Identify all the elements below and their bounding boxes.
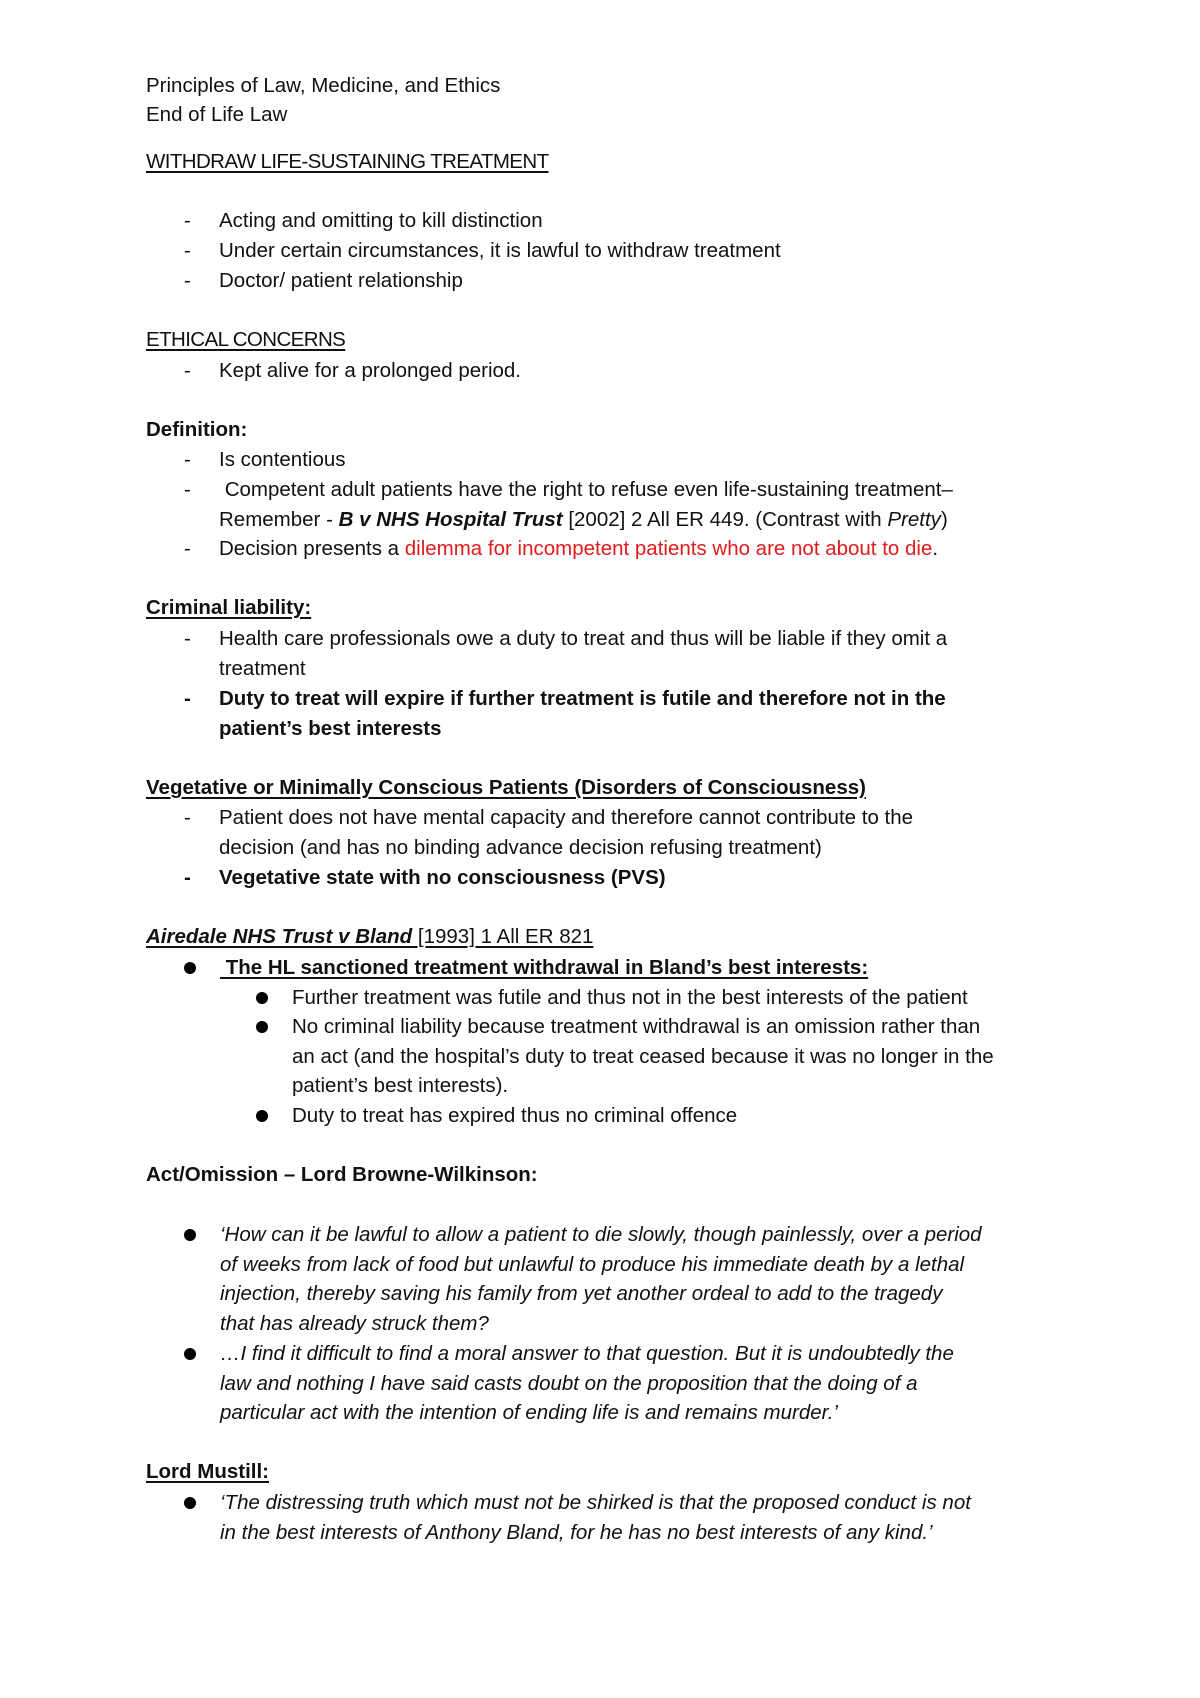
quote-line: ‘How can it be lawful to allow a patient to die slowly, though painlessly, over a period bbox=[220, 1223, 982, 1246]
bullet-icon bbox=[256, 1110, 268, 1122]
bland-main-text: The HL sanctioned treatment withdrawal in Bland’s best interests: bbox=[220, 956, 869, 979]
criminal-line: Health care professionals owe a duty to treat and thus will be liable if they omit a bbox=[219, 627, 948, 650]
quote-line: law and nothing I have said casts doubt on the proposition that the doing of a bbox=[220, 1371, 918, 1395]
withdraw-item-text: Doctor/ patient relationship bbox=[219, 269, 463, 292]
criminal-line: patient’s best interests bbox=[219, 716, 442, 740]
bland-sub-line: No criminal liability because treatment withdrawal is an omission rather than bbox=[292, 1015, 981, 1038]
vegetative-line: Patient does not have mental capacity and therefore cannot contribute to the bbox=[219, 806, 914, 829]
mustill-quote-text bbox=[220, 1488, 971, 1547]
bullet-icon bbox=[184, 1229, 196, 1241]
vegetative-item-text bbox=[219, 803, 1099, 862]
bullet-icon bbox=[184, 1348, 196, 1360]
dash-marker: - bbox=[184, 866, 191, 889]
bullet-icon bbox=[184, 1497, 196, 1509]
quote-line: injection, thereby saving his family from yet another ordeal to add to the tragedy bbox=[220, 1282, 943, 1305]
remember-label: Remember - bbox=[219, 507, 339, 531]
vegetative-line: decision (and has no binding advance decision refusing treatment) bbox=[219, 835, 822, 859]
dash-marker: - bbox=[184, 448, 191, 471]
browne-quote-text bbox=[220, 1220, 982, 1338]
bland-sub-text: Duty to treat has expired thus no criminal offence bbox=[292, 1104, 738, 1127]
case-citation: [2002] 2 All ER 449. (Contrast with bbox=[562, 507, 888, 531]
bullet-icon bbox=[184, 962, 196, 974]
dash-marker: - bbox=[184, 209, 191, 232]
definition-item-text bbox=[219, 475, 1099, 534]
quote-line: …I find it difficult to find a moral answer to that question. But it is undoubtedly the bbox=[220, 1342, 954, 1365]
withdraw-heading: WITHDRAW LIFE-SUSTAINING TREATMENT bbox=[146, 150, 549, 173]
criminal-line: treatment bbox=[219, 656, 306, 680]
definition-heading: Definition: bbox=[146, 418, 248, 441]
bullet-icon bbox=[256, 1021, 268, 1033]
criminal-line: Duty to treat will expire if further treatment is futile and therefore not in the bbox=[219, 687, 946, 710]
definition-item-text: Is contentious bbox=[219, 448, 346, 471]
dash-marker: - bbox=[184, 239, 191, 262]
vegetative-item-text: Vegetative state with no consciousness (PVS) bbox=[219, 866, 666, 889]
dash-marker: - bbox=[184, 359, 191, 382]
bland-sub-line: an act (and the hospital’s duty to treat ceased because it was no longer in the bbox=[292, 1044, 994, 1068]
dash-marker: - bbox=[184, 806, 191, 829]
quote-line: ‘The distressing truth which must not be shirked is that the proposed conduct is not bbox=[220, 1491, 971, 1514]
definition-item-text bbox=[219, 534, 1099, 564]
bland-sub-text bbox=[292, 1012, 994, 1101]
quote-line: in the best interests of Anthony Bland, for he has no best interests of any kind.’ bbox=[220, 1520, 933, 1544]
withdraw-item-text: Under certain circumstances, it is lawful to withdraw treatment bbox=[219, 239, 781, 262]
definition-line: Competent adult patients have the right to refuse even life-sustaining treatment– bbox=[219, 478, 953, 501]
bland-citation: [1993] 1 All ER 821 bbox=[412, 925, 594, 948]
dash-marker: - bbox=[184, 478, 191, 501]
dash-marker: - bbox=[184, 627, 191, 650]
dilemma-highlight: dilemma for incompetent patients who are not about to die bbox=[404, 537, 933, 560]
ethical-item-text: Kept alive for a prolonged period. bbox=[219, 359, 522, 382]
browne-heading: Act/Omission – Lord Browne-Wilkinson: bbox=[146, 1163, 538, 1186]
ethical-heading: ETHICAL CONCERNS bbox=[146, 328, 346, 351]
bland-heading bbox=[146, 923, 593, 951]
case-pretty: Pretty bbox=[887, 507, 941, 531]
vegetative-heading: Vegetative or Minimally Conscious Patients (Disorders of Consciousness) bbox=[146, 776, 866, 799]
case-b-v-nhs: B v NHS Hospital Trust bbox=[338, 507, 563, 531]
criminal-item-text bbox=[219, 624, 1099, 683]
dash-marker: - bbox=[184, 537, 191, 560]
dilemma-prefix: Decision presents a bbox=[219, 537, 405, 560]
course-title: Principles of Law, Medicine, and Ethics bbox=[146, 74, 501, 97]
quote-line: of weeks from lack of food but unlawful to produce his immediate death by a lethal bbox=[220, 1252, 965, 1276]
criminal-item-text bbox=[219, 684, 1099, 743]
browne-quote-text bbox=[220, 1339, 954, 1428]
quote-line: that has already struck them? bbox=[220, 1311, 489, 1335]
dash-marker: - bbox=[184, 687, 191, 710]
withdraw-item-text: Acting and omitting to kill distinction bbox=[219, 209, 543, 232]
dash-marker: - bbox=[184, 269, 191, 292]
closing-paren: ) bbox=[940, 507, 948, 531]
mustill-heading: Lord Mustill: bbox=[146, 1460, 269, 1483]
bullet-icon bbox=[256, 992, 268, 1004]
bland-case-name: Airedale NHS Trust v Bland bbox=[146, 925, 413, 948]
dilemma-period: . bbox=[932, 537, 939, 560]
bland-sub-line: patient’s best interests). bbox=[292, 1074, 509, 1097]
bland-sub-text: Further treatment was futile and thus not in the best interests of the patient bbox=[292, 986, 968, 1009]
quote-line: particular act with the intention of ending life is and remains murder.’ bbox=[220, 1401, 838, 1424]
criminal-heading: Criminal liability: bbox=[146, 596, 312, 619]
topic-title: End of Life Law bbox=[146, 103, 288, 126]
